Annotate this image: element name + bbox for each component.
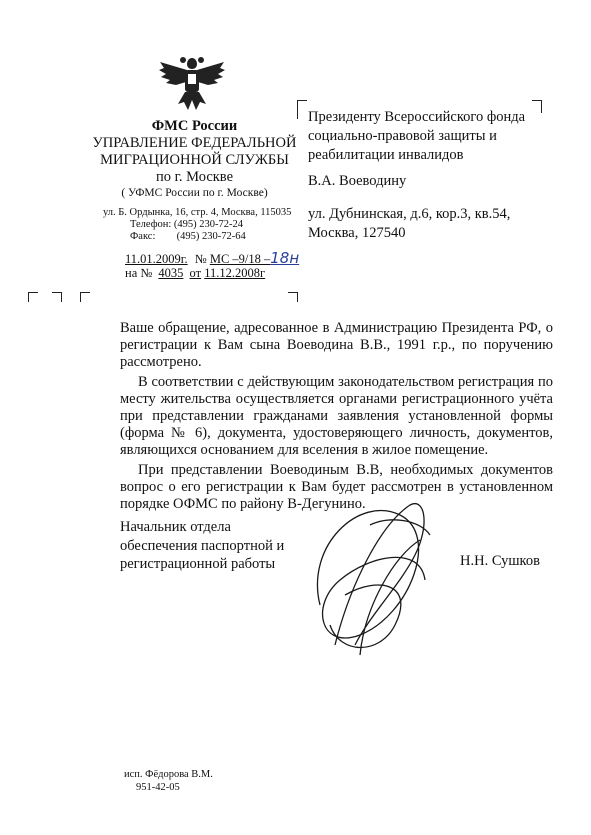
handwritten-signature	[300, 485, 440, 665]
executor-info	[124, 768, 213, 794]
org-name-line2: МИГРАЦИОННОЙ СЛУЖБЫ	[100, 152, 289, 168]
signer-position-line3: регистрационной работы	[120, 556, 276, 572]
org-short-name: ФМС России	[151, 118, 238, 134]
recipient-title-line2: социально-правовой защиты и	[308, 128, 497, 144]
signer-position-line1: Начальник отдела	[120, 519, 231, 535]
reg-date: 11.01.2009г.	[125, 252, 188, 266]
signer-name: Н.Н. Сушков	[460, 553, 540, 569]
reg-number: МС –9/18 –	[209, 252, 271, 266]
body-paragraph-1: Ваше обращение, адресованное в Администрацию Президента РФ, о регистрации к Вам сына Воеводина В.В., 1991 г.р., по поручению рассмотрено.	[120, 320, 553, 370]
corner-mark	[28, 292, 38, 302]
incoming-reference	[125, 265, 265, 281]
reg-number-label: №	[194, 252, 207, 266]
body-paragraph-3: При представлении Воеводиным В.В, необходимых документов вопрос о его регистрации к Вам будет рассмотрен в установленном порядке ОФМС по району В-Дегунино.	[120, 462, 553, 512]
org-name-line3: по г. Москве	[155, 169, 234, 185]
ref-prefix: на №	[125, 266, 153, 280]
corner-mark	[80, 292, 90, 302]
org-abbreviation: ( УФМС России по г. Москве)	[121, 187, 268, 199]
corner-mark	[297, 100, 307, 119]
corner-mark	[288, 292, 298, 302]
recipient-title-line3: реабилитации инвалидов	[308, 147, 464, 163]
ref-date: 11.12.2008г	[204, 266, 266, 280]
recipient-address2: Москва, 127540	[308, 225, 406, 241]
recipient-name: В.А. Воеводину	[308, 173, 407, 189]
signer-position	[120, 518, 284, 574]
ref-number: 4035	[158, 266, 184, 280]
recipient-title-line1: Президенту Всероссийского фонда	[308, 109, 526, 125]
reg-number-handwritten: 18н	[270, 249, 300, 267]
fms-emblem-icon	[158, 52, 226, 114]
phone-value: (495) 230-72-24	[173, 219, 244, 230]
org-address: ул. Б. Ордынка, 16, стр. 4, Москва, 115035	[103, 207, 292, 218]
org-name-line1: УПРАВЛЕНИЕ ФЕДЕРАЛЬНОЙ	[92, 135, 297, 151]
org-fax	[130, 230, 246, 243]
phone-label: Телефон:	[130, 219, 172, 230]
recipient-address1: ул. Дубнинская, д.6, кор.3, кв.54,	[308, 206, 511, 222]
fax-label: Факс:	[130, 231, 156, 242]
ref-from: от	[189, 266, 202, 280]
corner-mark	[52, 292, 62, 302]
body-paragraph-2: В соответствии с действующим законодательством регистрация по месту жительства осуществляется органами регистрационного учёта при представлении гражданами заявления установленной формы (форма № 6), документа, удостоверяющего личность, документов, являющихся основанием для вселения в жилое помещение.	[120, 374, 553, 458]
executor-name: исп. Фёдорова В.М.	[124, 769, 213, 780]
fax-value: (495) 230-72-64	[176, 231, 246, 242]
signer-position-line2: обеспечения паспортной и	[120, 537, 285, 554]
executor-phone: 951-42-05	[136, 782, 180, 793]
